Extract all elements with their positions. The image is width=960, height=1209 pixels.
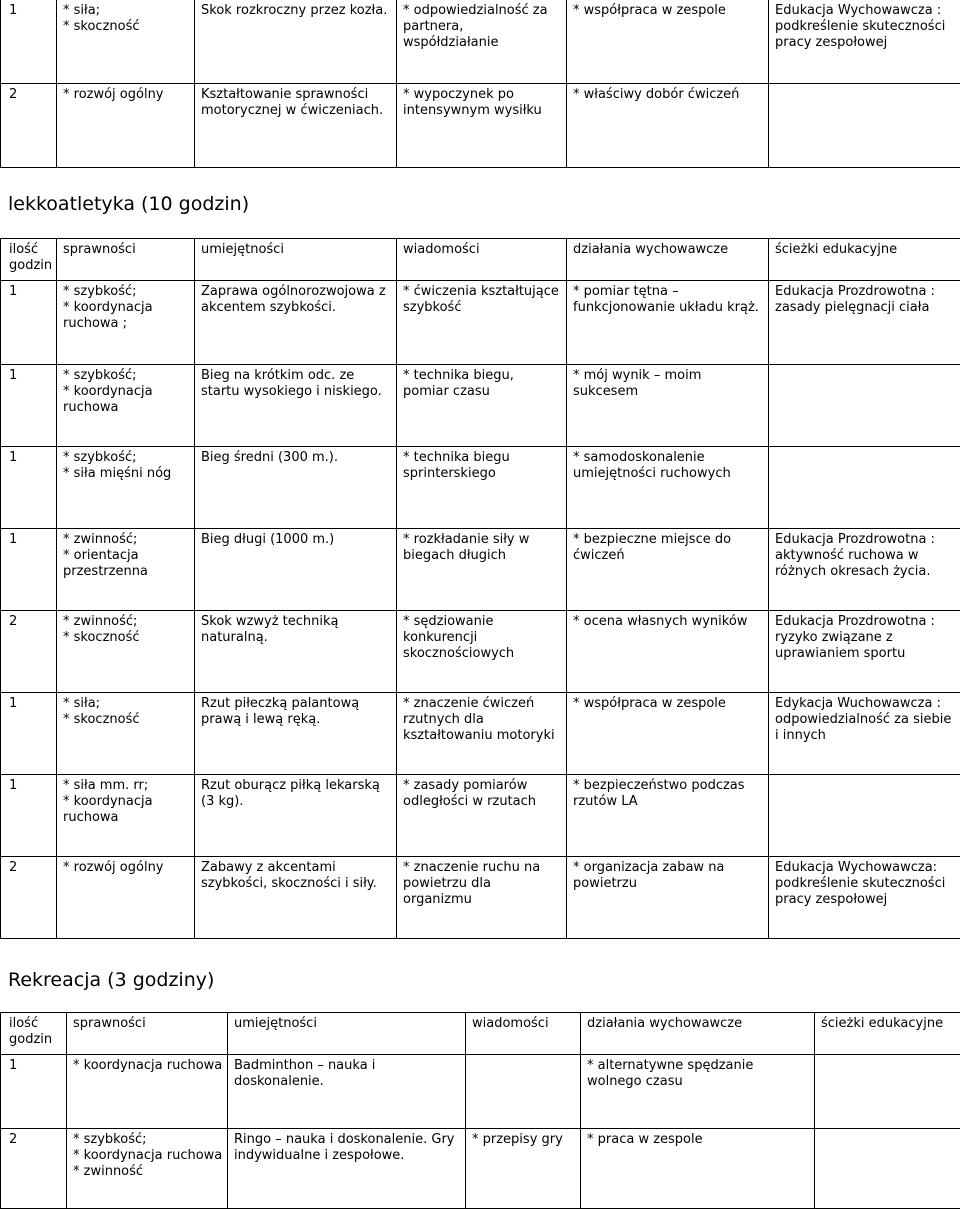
table-cell: 1 [1,281,57,365]
table-cell: * koordynacja ruchowa [67,1055,228,1129]
column-header: wiadomości [397,239,567,281]
section-heading-rekreacja: Rekreacja (3 godziny) [8,968,214,992]
table-row [1,447,960,529]
table-cell: * technika biegu, pomiar czasu [397,365,567,447]
table-cell: Rzut piłeczką palantową prawą i lewą ręką. [195,693,397,775]
table-cell: Bieg średni (300 m.). [195,447,397,529]
table-cell: Skok wzwyż techniką naturalną. [195,611,397,693]
table-cell: 1 [1,1055,67,1129]
table-cell: * szybkość; * koordynacja ruchowa [57,365,195,447]
table-cell: Bieg na krótkim odc. ze startu wysokiego i niskiego. [195,365,397,447]
table-cell: Edukacja Prozdrowotna : ryzyko związane z uprawianiem sportu [769,611,960,693]
table-cell: * zwinność; * skoczność [57,611,195,693]
table-cell: Bieg długi (1000 m.) [195,529,397,611]
table-cell: * ćwiczenia kształtujące szybkość [397,281,567,365]
table-cell: * rozwój ogólny [57,857,195,939]
table-cell: * odpowiedzialność za partnera, współdziałanie [397,0,567,84]
column-header: sprawności [57,239,195,281]
table-header-row [1,1013,960,1055]
table-cell: 2 [1,1129,67,1209]
table-cell: * alternatywne spędzanie wolnego czasu [581,1055,815,1129]
table-cell: * przepisy gry [466,1129,581,1209]
table-cell: * właściwy dobór ćwiczeń [567,84,769,168]
column-header: działania wychowawcze [581,1013,815,1055]
table-cell: * pomiar tętna – funkcjonowanie układu krąż. [567,281,769,365]
table-row [1,1055,960,1129]
table-cell [769,775,960,857]
table-cell: * rozwój ogólny [57,84,195,168]
column-header: ilość godzin [1,1013,67,1055]
table-cell: * siła; * skoczność [57,693,195,775]
table-cell: Zabawy z akcentami szybkości, skoczności i siły. [195,857,397,939]
table-cell: * bezpieczne miejsce do ćwiczeń [567,529,769,611]
table-header-row [1,239,960,281]
column-header: umiejętności [228,1013,466,1055]
table-cell: 1 [1,775,57,857]
table-cell: * współpraca w zespole [567,693,769,775]
table-cell: * znaczenie ćwiczeń rzutnych dla kształtowaniu motoryki [397,693,567,775]
table-row [1,529,960,611]
table-row [1,693,960,775]
table-row [1,281,960,365]
table-cell: * zasady pomiarów odległości w rzutach [397,775,567,857]
table-cell: 2 [1,857,57,939]
table-cell: Edukacja Wychowawcza: podkreślenie skuteczności pracy zespołowej [769,857,960,939]
column-header: umiejętności [195,239,397,281]
table-cell: * organizacja zabaw na powietrzu [567,857,769,939]
table-row [1,1129,960,1209]
table-cell: Rzut oburącz piłką lekarską (3 kg). [195,775,397,857]
table-cell: 2 [1,84,57,168]
table-cell: Edukacja Prozdrowotna : aktywność ruchowa w różnych okresach życia. [769,529,960,611]
table-row [1,0,960,84]
table-cell: * samodoskonalenie umiejętności ruchowych [567,447,769,529]
table-cell: Zaprawa ogólnorozwojowa z akcentem szybkości. [195,281,397,365]
table-cell: * siła mm. rr; * koordynacja ruchowa [57,775,195,857]
table-cell: * szybkość; * koordynacja ruchowa * zwinność [67,1129,228,1209]
table-lekkoatletyka [0,238,960,939]
table-cell [466,1055,581,1129]
column-header: ścieżki edukacyjne [815,1013,960,1055]
column-header: ilość godzin [1,239,57,281]
table-cell: Kształtowanie sprawności motorycznej w ćwiczeniach. [195,84,397,168]
table-cell: Edukacja Wychowawcza : podkreślenie skuteczności pracy zespołowej [769,0,960,84]
table-cell [769,84,960,168]
table-cell: Edukacja Prozdrowotna : zasady pielęgnacji ciała [769,281,960,365]
table-cell: * siła; * skoczność [57,0,195,84]
table-cell [769,365,960,447]
table-cell: 2 [1,611,57,693]
table-row [1,611,960,693]
table-cell: * sędziowanie konkurencji skocznościowych [397,611,567,693]
table-row [1,857,960,939]
table-cell: 1 [1,447,57,529]
table-row [1,775,960,857]
table-cell: 1 [1,693,57,775]
table-cell: * znaczenie ruchu na powietrzu dla organizmu [397,857,567,939]
table-cell: * ocena własnych wyników [567,611,769,693]
table-cell: * mój wynik – moim sukcesem [567,365,769,447]
table-cell: * technika biegu sprinterskiego [397,447,567,529]
table-cell: Skok rozkroczny przez kozła. [195,0,397,84]
table-cell: * zwinność; * orientacja przestrzenna [57,529,195,611]
table-rekreacja [0,1012,960,1209]
table-cell: Ringo – nauka i doskonalenie. Gry indywidualne i zespołowe. [228,1129,466,1209]
column-header: sprawności [67,1013,228,1055]
section-heading-lekkoatletyka: lekkoatletyka (10 godzin) [8,192,249,216]
table-cell: * praca w zespole [581,1129,815,1209]
table-cell [769,447,960,529]
column-header: ścieżki edukacyjne [769,239,960,281]
table-cell [815,1129,960,1209]
table-cell: * szybkość; * siła mięśni nóg [57,447,195,529]
table-top [0,0,960,168]
table-cell: Edykacja Wuchowawcza : odpowiedzialność za siebie i innych [769,693,960,775]
table-cell: * szybkość; * koordynacja ruchowa ; [57,281,195,365]
table-cell: * bezpieczeństwo podczas rzutów LA [567,775,769,857]
table-cell: 1 [1,0,57,84]
column-header: działania wychowawcze [567,239,769,281]
table-cell: * wypoczynek po intensywnym wysiłku [397,84,567,168]
table-cell: Badminthon – nauka i doskonalenie. [228,1055,466,1129]
table-cell [815,1055,960,1129]
table-cell: * rozkładanie siły w biegach długich [397,529,567,611]
table-cell: 1 [1,529,57,611]
table-row [1,84,960,168]
column-header: wiadomości [466,1013,581,1055]
table-row [1,365,960,447]
table-cell: * współpraca w zespole [567,0,769,84]
table-cell: 1 [1,365,57,447]
